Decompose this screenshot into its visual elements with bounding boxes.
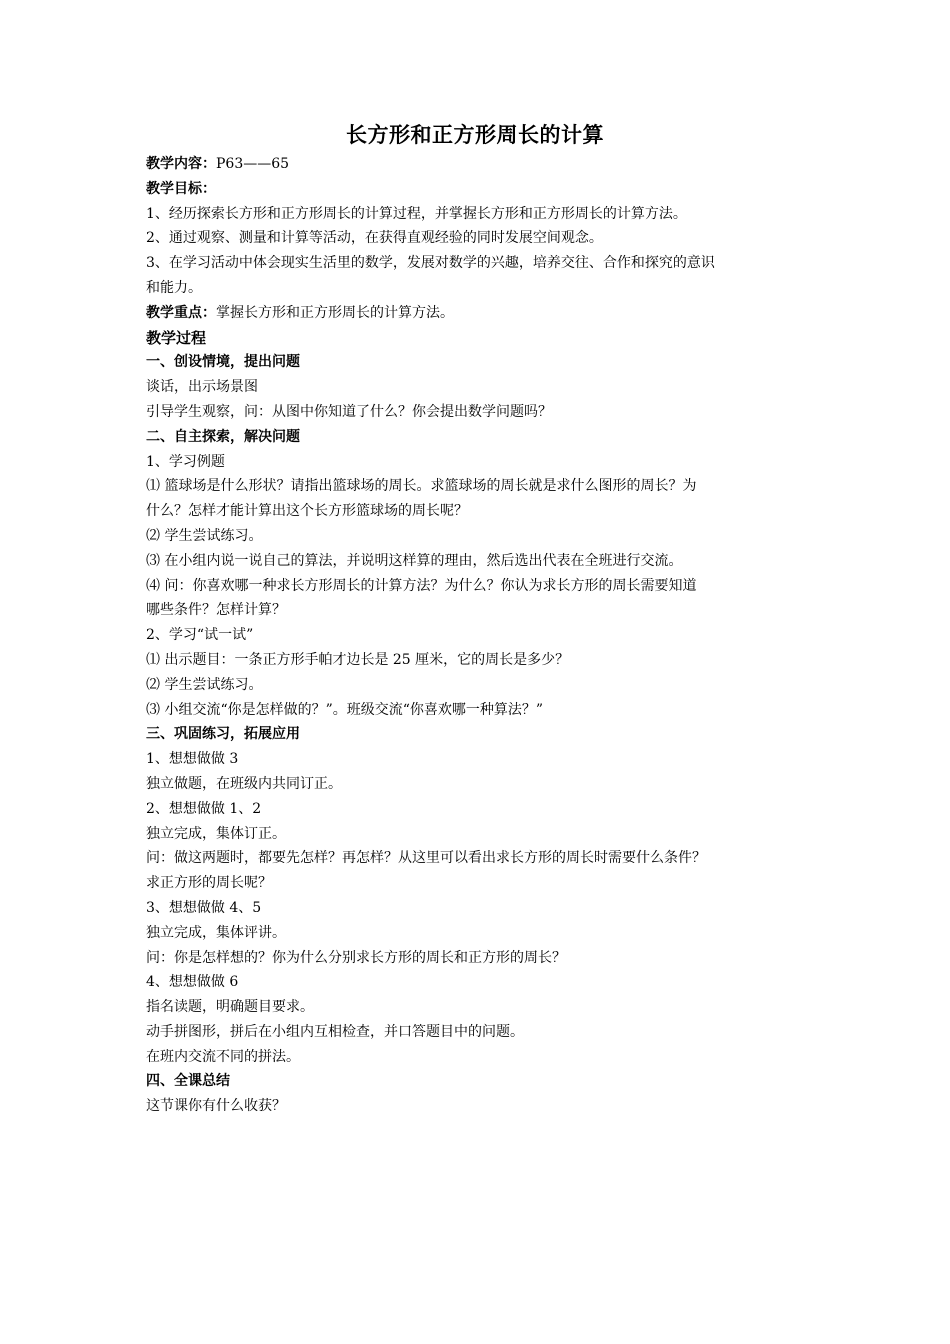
section-line: 什么？怎样才能计算出这个长方形篮球场的周长呢？ [146, 503, 468, 520]
section-line: 4、想想做做 6 [146, 974, 239, 991]
section-line: 独立完成，集体订正。 [146, 825, 286, 842]
section-line: 问：做这两题时，都要先怎样？再怎样？从这里可以看出求长方形的周长时需要什么条件？ [146, 850, 706, 867]
teaching-process-heading: 教学过程 [146, 328, 207, 347]
document-body [146, 152, 814, 1119]
section-line: ⑵ 学生尝试练习。 [146, 527, 263, 544]
section-line: ⑴ 篮球场是什么形状？请指出篮球场的周长。求篮球场的周长就是求什么图形的周长？为 [146, 478, 697, 495]
teaching-key-point [146, 301, 814, 326]
section-heading-1: 一、创设情境，提出问题 [146, 354, 300, 371]
teaching-key-value: 掌握长方形和正方形周长的计算方法。 [216, 304, 454, 321]
section-line: 1、学习例题 [146, 453, 225, 470]
teaching-goals-label: 教学目标： [146, 180, 216, 197]
section-line: 在班内交流不同的拼法。 [146, 1048, 300, 1065]
section-line: 问：你是怎样想的？你为什么分别求长方形的周长和正方形的周长？ [146, 949, 566, 966]
section-line: 2、想想做做 1、2 [146, 800, 262, 817]
section-heading-2: 二、自主探索，解决问题 [146, 428, 300, 445]
section-line: 引导学生观察，问：从图中你知道了什么？你会提出数学问题吗？ [146, 403, 552, 420]
section-line: ⑴ 出示题目：一条正方形手帕才边长是 25 厘米，它的周长是多少？ [146, 651, 570, 668]
goal-item: 3、在学习活动中体会现实生活里的数学，发展对数学的兴趣，培养交往、合作和探究的意识 [146, 255, 715, 272]
section-line: 哪些条件？怎样计算？ [146, 602, 286, 619]
teaching-content-label: 教学内容： [146, 156, 216, 172]
section-line: 1、想想做做 3 [146, 751, 239, 768]
goal-item: 1、经历探索长方形和正方形周长的计算过程，并掌握长方形和正方形周长的计算方法。 [146, 205, 687, 222]
section-line: ⑶ 在小组内说一说自己的算法，并说明这样算的理由，然后选出代表在全班进行交流。 [146, 552, 683, 569]
section-line: 动手拼图形，拼后在小组内互相检查，并口答题目中的问题。 [146, 1023, 524, 1040]
goal-item: 和能力。 [146, 279, 202, 296]
goal-item: 2、通过观察、测量和计算等活动，在获得直观经验的同时发展空间观念。 [146, 230, 603, 247]
section-line: ⑷ 问：你喜欢哪一种求长方形周长的计算方法？为什么？你认为求长方形的周长需要知道 [146, 577, 697, 594]
section-line: ⑵ 学生尝试练习。 [146, 676, 263, 693]
section-heading-4: 四、全课总结 [146, 1073, 230, 1090]
section-heading-3: 三、巩固练习，拓展应用 [146, 726, 300, 743]
section-line: 指名读题，明确题目要求。 [146, 999, 314, 1016]
section-line: 3、想想做做 4、5 [146, 899, 262, 916]
document-title: 长方形和正方形周长的计算 [346, 123, 604, 147]
section-line: 求正方形的周长呢？ [146, 875, 272, 892]
teaching-content-value: P63——65 [216, 156, 290, 172]
section-line: 2、学习“试一试” [146, 627, 254, 644]
teaching-key-label: 教学重点： [146, 304, 216, 321]
section-line: 这节课你有什么收获？ [146, 1098, 286, 1115]
section-line: 独立完成，集体评讲。 [146, 924, 286, 941]
section-line: ⑶ 小组交流“你是怎样做的？”。班级交流“你喜欢哪一种算法？” [146, 701, 544, 718]
teaching-content [146, 152, 814, 177]
section-line: 独立做题，在班级内共同订正。 [146, 775, 342, 792]
section-line: 谈话，出示场景图 [146, 379, 258, 396]
